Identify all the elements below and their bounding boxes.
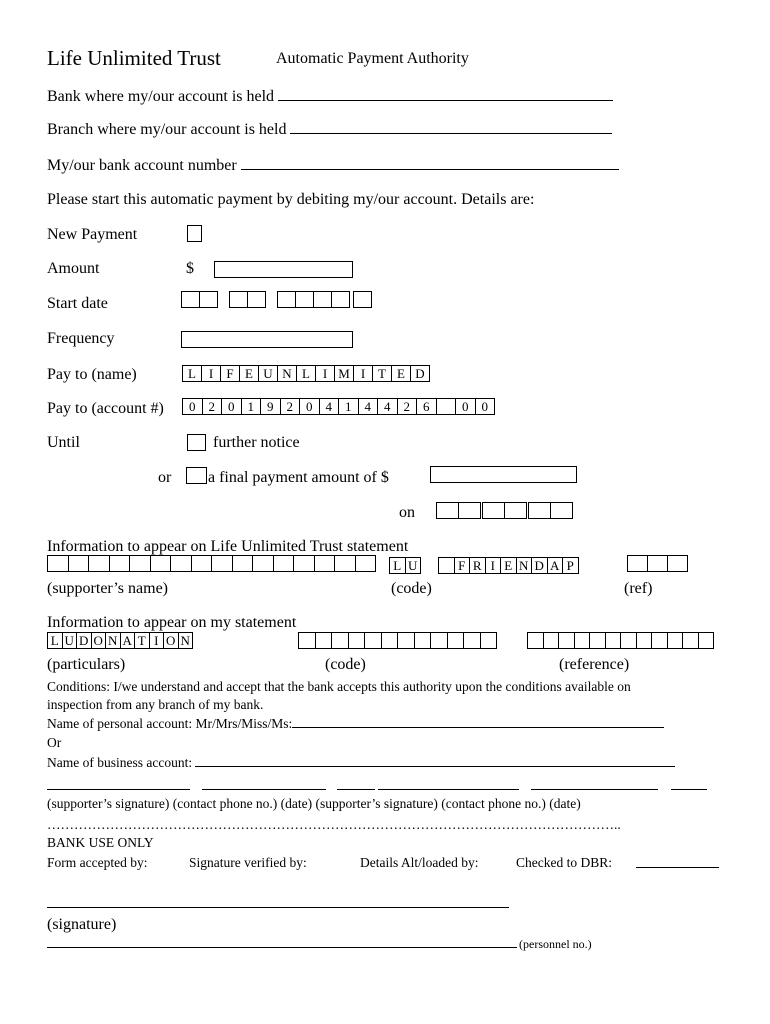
letter-cell[interactable] <box>47 555 69 572</box>
signature-line[interactable] <box>378 789 519 790</box>
my-reference-label: (reference) <box>559 656 630 673</box>
amount-input[interactable] <box>214 261 353 278</box>
my-code-label: (code) <box>325 656 366 673</box>
supporter-name-label: (supporter’s name) <box>47 580 168 597</box>
letter-cell[interactable] <box>252 555 274 572</box>
signature-labels: (supporter’s signature) (contact phone no.) (date) (supporter’s signature) (contact phone no.) (date) <box>47 796 581 811</box>
letter-cell[interactable]: 4 <box>319 398 340 415</box>
frequency-input[interactable] <box>181 331 353 348</box>
letter-cell[interactable]: I <box>485 557 502 574</box>
account-number-blank[interactable] <box>241 157 619 170</box>
my-reference-cells[interactable] <box>527 632 714 649</box>
date-line[interactable] <box>337 789 375 790</box>
letter-cell[interactable] <box>463 632 481 649</box>
personnel-line[interactable] <box>47 947 517 948</box>
my-code-cells[interactable] <box>298 632 497 649</box>
letter-cell[interactable]: N <box>105 632 121 649</box>
letter-cell[interactable]: A <box>547 557 564 574</box>
letter-cell[interactable] <box>667 555 688 572</box>
business-account-field[interactable] <box>47 755 675 771</box>
pay-to-account-label: Pay to (account #) <box>47 400 164 417</box>
supporter-name-cells[interactable] <box>47 555 376 572</box>
letter-cell[interactable] <box>232 555 254 572</box>
date-cell[interactable] <box>353 291 372 308</box>
letter-cell[interactable]: P <box>562 557 579 574</box>
phone-line[interactable] <box>202 789 326 790</box>
letter-cell[interactable]: L <box>296 365 316 382</box>
letter-cell[interactable]: E <box>391 365 411 382</box>
letter-cell[interactable] <box>647 555 668 572</box>
date-cell[interactable] <box>528 502 551 519</box>
amount-label: Amount <box>47 260 100 277</box>
letter-cell[interactable] <box>381 632 399 649</box>
branch-field[interactable] <box>47 121 612 139</box>
letter-cell[interactable] <box>558 632 575 649</box>
date-cell[interactable] <box>181 291 200 308</box>
letter-cell[interactable]: L <box>47 632 63 649</box>
letter-cell[interactable] <box>397 632 415 649</box>
letter-cell[interactable] <box>109 555 131 572</box>
letter-cell[interactable] <box>293 555 315 572</box>
final-payment-checkbox[interactable] <box>186 467 207 484</box>
letter-cell[interactable]: L <box>389 557 406 574</box>
pay-to-account-cells[interactable] <box>182 398 495 415</box>
letter-cell[interactable]: 0 <box>182 398 203 415</box>
start-date-label: Start date <box>47 295 108 312</box>
date-cell[interactable] <box>331 291 350 308</box>
particulars-cells[interactable] <box>47 632 193 648</box>
bank-field[interactable] <box>47 88 613 106</box>
further-notice-checkbox[interactable] <box>187 434 206 451</box>
letter-cell[interactable]: U <box>62 632 78 649</box>
letter-cell[interactable]: N <box>178 632 194 649</box>
business-account-label: Name of business account: <box>47 755 193 770</box>
final-amount-input[interactable] <box>430 466 577 483</box>
or-label: or <box>158 469 172 486</box>
pay-to-name-label: Pay to (name) <box>47 366 137 383</box>
letter-cell[interactable]: O <box>91 632 107 649</box>
details-loaded-label: Details Alt/loaded by: <box>360 855 479 870</box>
letter-cell[interactable]: M <box>334 365 354 382</box>
instruction-text: Please start this automatic payment by debiting my/our account. Details are: <box>47 191 535 208</box>
letter-cell[interactable]: 0 <box>299 398 320 415</box>
bank-use-label: BANK USE ONLY <box>47 835 154 850</box>
letter-cell[interactable]: I <box>315 365 335 382</box>
letter-cell[interactable]: L <box>182 365 202 382</box>
letter-cell[interactable] <box>88 555 110 572</box>
letter-cell[interactable]: 6 <box>416 398 437 415</box>
letter-cell[interactable] <box>698 632 715 649</box>
or-separator: Or <box>47 735 62 750</box>
new-payment-label: New Payment <box>47 226 138 243</box>
letter-cell[interactable] <box>170 555 192 572</box>
form-accepted-label: Form accepted by: <box>47 855 148 870</box>
letter-cell[interactable] <box>364 632 382 649</box>
letter-cell[interactable] <box>348 632 366 649</box>
letter-cell[interactable]: I <box>201 365 221 382</box>
letter-cell[interactable]: 0 <box>221 398 242 415</box>
letter-cell[interactable] <box>527 632 544 649</box>
pay-to-name-cells[interactable] <box>182 365 430 382</box>
new-payment-checkbox[interactable] <box>187 225 202 242</box>
date-cell[interactable] <box>229 291 248 308</box>
particulars-label: (particulars) <box>47 656 126 673</box>
letter-cell[interactable]: T <box>134 632 150 649</box>
letter-cell[interactable] <box>438 557 455 574</box>
letter-cell[interactable]: F <box>454 557 471 574</box>
letter-cell[interactable] <box>298 632 316 649</box>
date-line[interactable] <box>671 789 707 790</box>
business-account-blank[interactable] <box>195 756 675 767</box>
letter-cell[interactable]: 4 <box>358 398 379 415</box>
date-cell[interactable] <box>295 291 314 308</box>
date-cell[interactable] <box>436 502 459 519</box>
my-statement-heading: Information to appear on my statement <box>47 614 297 631</box>
letter-cell[interactable] <box>331 632 349 649</box>
trust-code-cells[interactable] <box>389 557 579 573</box>
letter-cell[interactable]: D <box>410 365 430 382</box>
letter-cell[interactable]: N <box>277 365 297 382</box>
letter-cell[interactable] <box>314 555 336 572</box>
account-number-field[interactable] <box>47 157 619 175</box>
letter-cell[interactable]: U <box>258 365 278 382</box>
bank-label: Bank where my/our account is held <box>47 88 275 105</box>
letter-cell[interactable] <box>129 555 151 572</box>
letter-cell[interactable] <box>150 555 172 572</box>
letter-cell[interactable]: I <box>149 632 165 649</box>
letter-cell[interactable] <box>682 632 699 649</box>
final-payment-label: a final payment amount of $ <box>208 469 389 486</box>
date-cell[interactable] <box>247 291 266 308</box>
branch-label: Branch where my/our account is held <box>47 121 287 138</box>
date-cell[interactable] <box>504 502 527 519</box>
letter-cell[interactable]: 1 <box>338 398 359 415</box>
date-cell[interactable] <box>313 291 332 308</box>
letter-cell[interactable]: 2 <box>202 398 223 415</box>
letter-cell[interactable]: 4 <box>377 398 398 415</box>
letter-cell[interactable]: D <box>76 632 92 649</box>
personal-account-blank[interactable] <box>292 717 664 728</box>
letter-cell[interactable] <box>480 632 498 649</box>
date-cell[interactable] <box>199 291 218 308</box>
bank-signature-line[interactable] <box>47 907 509 908</box>
conditions-line-1: Conditions: I/we understand and accept that the bank accepts this authority upon the conditions available on <box>47 679 631 694</box>
checked-dbr-line[interactable] <box>636 867 719 868</box>
letter-cell[interactable] <box>436 398 457 415</box>
letter-cell[interactable] <box>651 632 668 649</box>
checked-dbr-label: Checked to DBR: <box>516 855 612 870</box>
phone-line[interactable] <box>531 789 658 790</box>
conditions-line-2: inspection from any branch of my bank. <box>47 697 264 712</box>
date-cell[interactable] <box>277 291 296 308</box>
trust-ref-label: (ref) <box>624 580 653 597</box>
signature-label: (signature) <box>47 916 117 933</box>
letter-cell[interactable] <box>574 632 591 649</box>
personal-account-label: Name of personal account: Mr/Mrs/Miss/Ms: <box>47 716 293 731</box>
personnel-no-label: (personnel no.) <box>519 937 592 951</box>
letter-cell[interactable]: 2 <box>397 398 418 415</box>
letter-cell[interactable] <box>211 555 233 572</box>
letter-cell[interactable]: T <box>372 365 392 382</box>
account-number-label: My/our bank account number <box>47 157 237 174</box>
date-cell[interactable] <box>550 502 573 519</box>
signature-line[interactable] <box>47 789 190 790</box>
branch-blank[interactable] <box>290 121 612 134</box>
letter-cell[interactable] <box>543 632 560 649</box>
letter-cell[interactable] <box>273 555 295 572</box>
letter-cell[interactable] <box>191 555 213 572</box>
letter-cell[interactable]: O <box>163 632 179 649</box>
letter-cell[interactable]: N <box>516 557 533 574</box>
letter-cell[interactable] <box>68 555 90 572</box>
letter-cell[interactable]: I <box>353 365 373 382</box>
signature-verified-label: Signature verified by: <box>189 855 307 870</box>
letter-cell[interactable] <box>315 632 333 649</box>
letter-cell[interactable]: 0 <box>455 398 476 415</box>
dotted-separator: ……………………………………………………………………………………………………………….. <box>47 817 621 832</box>
letter-cell[interactable] <box>414 632 432 649</box>
form-title: Automatic Payment Authority <box>276 50 469 67</box>
letter-cell[interactable]: F <box>220 365 240 382</box>
letter-cell[interactable] <box>430 632 448 649</box>
letter-cell[interactable]: 2 <box>280 398 301 415</box>
trust-statement-heading: Information to appear on Life Unlimited Trust statement <box>47 538 409 555</box>
frequency-label: Frequency <box>47 330 115 347</box>
letter-cell[interactable]: A <box>120 632 136 649</box>
letter-cell[interactable]: 1 <box>241 398 262 415</box>
date-cell[interactable] <box>482 502 505 519</box>
personal-account-field[interactable] <box>47 716 664 732</box>
bank-blank[interactable] <box>278 88 613 101</box>
letter-cell[interactable] <box>605 632 622 649</box>
letter-cell[interactable] <box>667 632 684 649</box>
final-date-input[interactable] <box>436 502 573 519</box>
letter-cell[interactable] <box>355 555 377 572</box>
letter-cell[interactable]: U <box>405 557 422 574</box>
letter-cell[interactable]: 0 <box>475 398 496 415</box>
letter-cell[interactable] <box>334 555 356 572</box>
further-notice-label: further notice <box>213 434 300 451</box>
letter-cell[interactable] <box>627 555 648 572</box>
letter-cell[interactable]: E <box>500 557 517 574</box>
letter-cell[interactable]: 9 <box>260 398 281 415</box>
date-cell[interactable] <box>458 502 481 519</box>
letter-cell[interactable]: E <box>239 365 259 382</box>
letter-cell[interactable] <box>589 632 606 649</box>
letter-cell[interactable]: R <box>469 557 486 574</box>
letter-cell[interactable] <box>447 632 465 649</box>
letter-cell[interactable] <box>620 632 637 649</box>
on-label: on <box>399 504 415 521</box>
start-date-input[interactable] <box>181 291 372 308</box>
letter-cell[interactable]: D <box>531 557 548 574</box>
org-name: Life Unlimited Trust <box>47 46 221 70</box>
trust-ref-cells[interactable] <box>627 555 688 572</box>
trust-code-label: (code) <box>391 580 432 597</box>
until-label: Until <box>47 434 80 451</box>
currency-symbol: $ <box>186 260 194 277</box>
letter-cell[interactable] <box>636 632 653 649</box>
